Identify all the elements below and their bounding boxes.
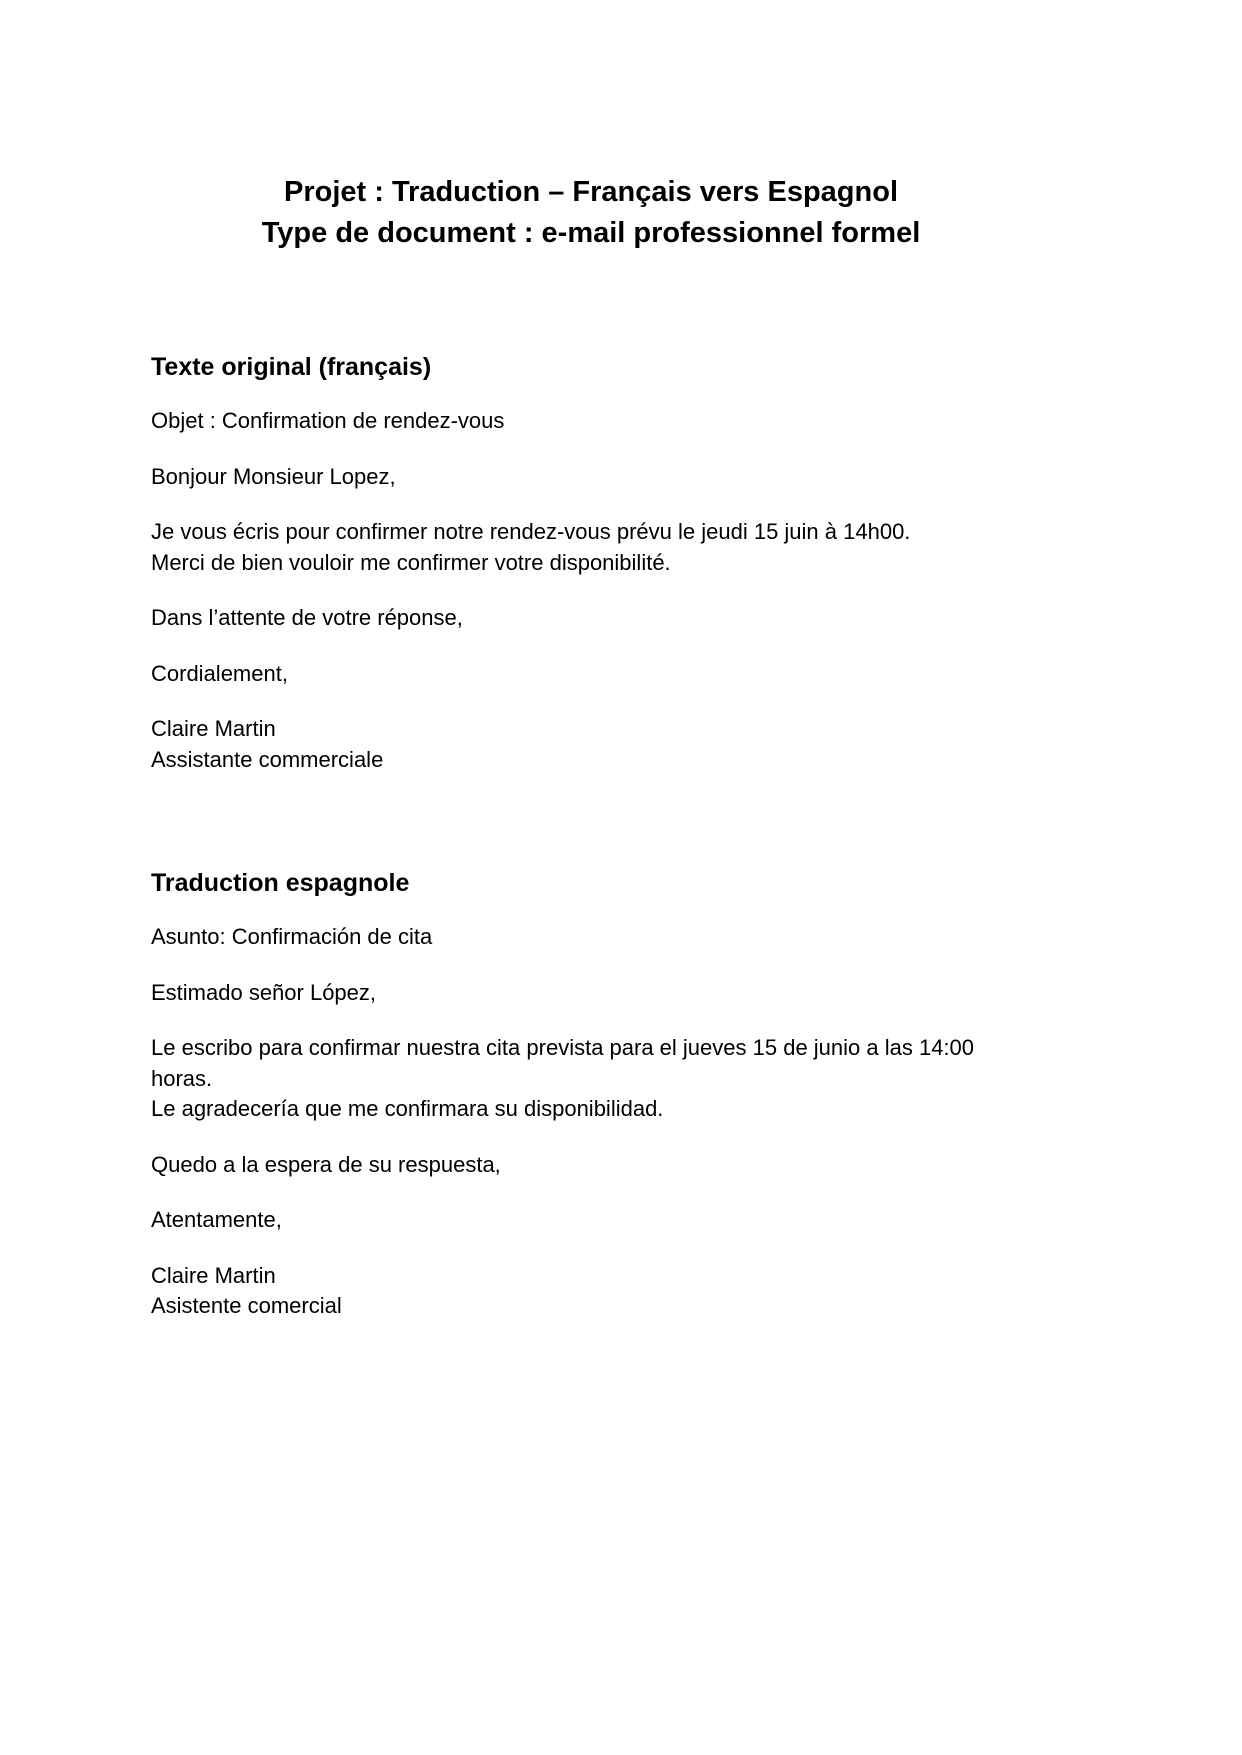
original-body-line: Je vous écris pour confirmer notre rendez-vous prévu le jeudi 15 juin à 14h00. [151, 519, 911, 544]
original-sign-off [151, 659, 1051, 690]
document-header [0, 172, 1182, 254]
original-body [151, 517, 1051, 578]
original-sign-off-text: Cordialement, [151, 660, 288, 686]
translation-greeting [151, 978, 1051, 1009]
document-type-title: Type de document : e-mail professionnel formel [261, 217, 921, 249]
spanish-translation-section [151, 865, 1051, 1347]
translation-body-line: Le escribo para confirmar nuestra cita prevista para el jueves 15 de junio a las 14:00 [151, 1035, 975, 1060]
translation-signature-name: Claire Martin [151, 1262, 276, 1288]
original-signature-role: Assistante commerciale [151, 746, 384, 772]
translation-body-line: horas. [151, 1065, 213, 1091]
original-subject-text: Objet : Confirmation de rendez-vous [151, 408, 505, 433]
original-section-heading: Texte original (français) [151, 353, 432, 381]
translation-closing [151, 1150, 1051, 1181]
original-greeting-text: Bonjour Monsieur Lopez, [151, 463, 396, 489]
original-text-section [151, 349, 1051, 800]
original-signature-name: Claire Martin [151, 716, 276, 741]
original-subject [151, 406, 1051, 437]
original-closing [151, 603, 1051, 634]
translation-signature-role: Asistente comercial [151, 1293, 342, 1318]
translation-body [151, 1033, 1051, 1125]
translation-subject-text: Asunto: Confirmación de cita [151, 924, 433, 949]
translation-sign-off-text: Atentamente, [151, 1207, 282, 1232]
translation-subject [151, 922, 1051, 953]
translation-sign-off [151, 1205, 1051, 1236]
translation-signature [151, 1261, 1051, 1322]
original-closing-text: Dans l’attente de votre réponse, [151, 605, 463, 630]
original-body-line: Merci de bien vouloir me confirmer votre disponibilité. [151, 549, 671, 575]
translation-body-line: Le agradecería que me confirmara su disponibilidad. [151, 1096, 664, 1121]
translation-closing-text: Quedo a la espera de su respuesta, [151, 1151, 501, 1177]
original-signature [151, 714, 1051, 775]
translation-section-heading: Traduction espagnole [151, 869, 410, 897]
project-title: Projet : Traduction – Français vers Espagnol [283, 176, 898, 208]
original-greeting [151, 462, 1051, 493]
translation-greeting-text: Estimado señor López, [151, 979, 377, 1005]
